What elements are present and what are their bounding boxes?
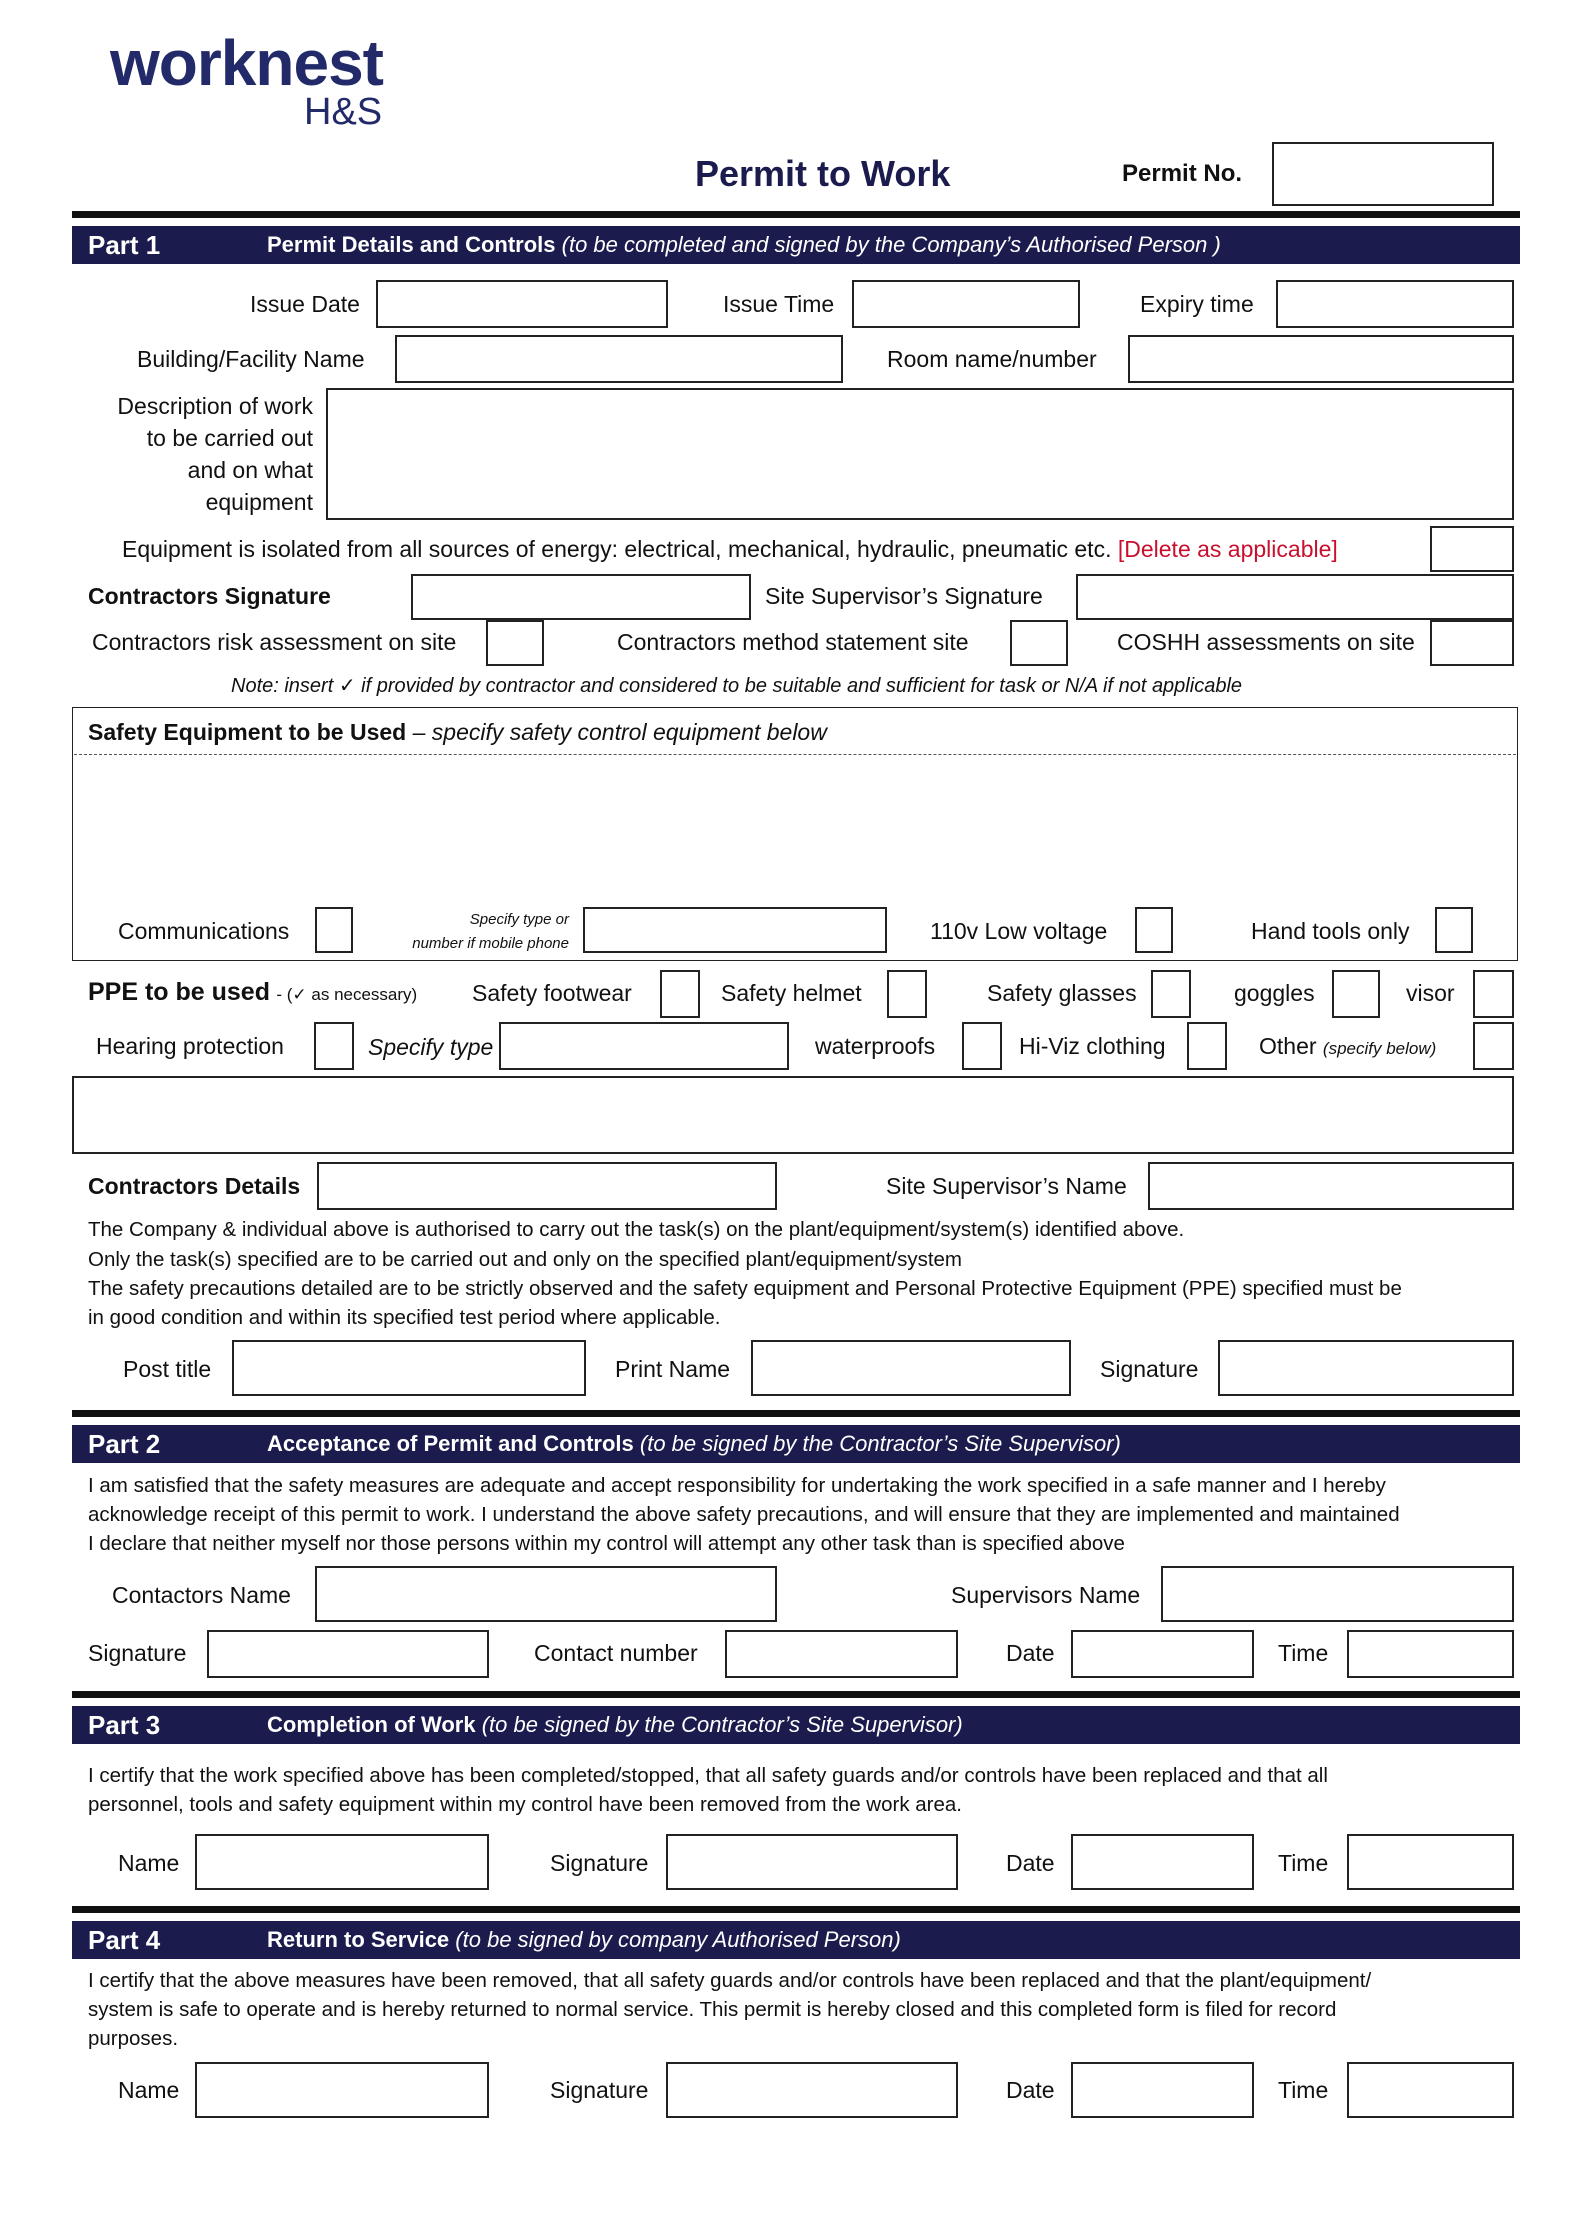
part3-time-label: Time: [1278, 1850, 1329, 1876]
part3-header: [72, 1706, 1520, 1744]
safety-glasses-checkbox[interactable]: [1151, 970, 1191, 1018]
delete-note: [Delete as applicable]: [1117, 536, 1338, 562]
part3-subtitle: (to be signed by the Contractor’s Site Supervisor): [481, 1712, 963, 1737]
part3-line2: personnel, tools and safety equipment within my control have been removed from the work area.: [88, 1793, 962, 1816]
method-statement-label: Contractors method statement site: [617, 629, 969, 655]
other-note: (specify below): [1322, 1039, 1437, 1058]
building-label: Building/Facility Name: [137, 346, 365, 372]
part3-signature-label: Signature: [550, 1850, 649, 1876]
part2-title: Acceptance of Permit and Controls: [267, 1431, 634, 1456]
part2-date-field[interactable]: [1071, 1630, 1254, 1678]
contactors-name-field[interactable]: [315, 1566, 777, 1622]
contractors-details-label: Contractors Details: [88, 1173, 301, 1199]
other-checkbox[interactable]: [1473, 1022, 1514, 1070]
part2-time-label: Time: [1278, 1640, 1329, 1666]
permit-no-label: Permit No.: [1122, 160, 1243, 187]
visor-label: visor: [1406, 980, 1455, 1006]
risk-assessment-checkbox[interactable]: [486, 620, 544, 666]
part1-title: Permit Details and Controls: [267, 232, 556, 257]
hand-tools-checkbox[interactable]: [1435, 907, 1473, 953]
safety-equipment-subtitle: – specify safety control equipment below: [412, 719, 827, 745]
part1-number: Part 1: [88, 230, 161, 260]
coshh-checkbox[interactable]: [1430, 620, 1514, 666]
part4-signature-label: Signature: [550, 2077, 649, 2103]
specify-type-note-line2: number if mobile phone: [412, 935, 569, 952]
part3-signature-field[interactable]: [666, 1834, 958, 1890]
expiry-time-field[interactable]: [1276, 280, 1514, 328]
part1-divider: [72, 211, 1520, 218]
site-supervisor-name-field[interactable]: [1148, 1162, 1514, 1210]
description-label-line1: Description of work: [117, 393, 313, 419]
part2-date-label: Date: [1006, 1640, 1055, 1666]
part1-signature-label: Signature: [1100, 1356, 1199, 1382]
part3-date-field[interactable]: [1071, 1834, 1254, 1890]
part4-number: Part 4: [88, 1925, 161, 1955]
part3-name-field[interactable]: [195, 1834, 489, 1890]
low-voltage-label: 110v Low voltage: [930, 918, 1108, 944]
low-voltage-checkbox[interactable]: [1135, 907, 1173, 953]
issue-date-label: Issue Date: [250, 291, 360, 317]
safety-equipment-heading: [88, 718, 827, 746]
part3-name-label: Name: [118, 1850, 180, 1876]
specify-type-note-line1: Specify type or: [469, 911, 569, 928]
safety-helmet-label: Safety helmet: [721, 980, 862, 1006]
part3-title: Completion of Work: [267, 1712, 476, 1737]
part4-subtitle: (to be signed by company Authorised Person): [455, 1927, 901, 1952]
part4-time-label: Time: [1278, 2077, 1329, 2103]
authorisation-line4: in good condition and within its specified test period where applicable.: [88, 1306, 721, 1329]
part4-date-field[interactable]: [1071, 2062, 1254, 2118]
coshh-label: COSHH assessments on site: [1117, 629, 1415, 655]
part4-name-field[interactable]: [195, 2062, 489, 2118]
part4-divider: [72, 1906, 1520, 1913]
ppe-heading: [88, 978, 417, 1009]
other-ppe-label: [1259, 1032, 1436, 1063]
ppe-title: PPE to be used: [88, 978, 270, 1006]
part2-line2: acknowledge receipt of this permit to work. I understand the above safety precautions, and will ensure that they are implemented and maintained: [88, 1503, 1400, 1526]
part4-signature-field[interactable]: [666, 2062, 958, 2118]
tick-note: Note: insert ✓ if provided by contractor and considered to be suitable and sufficient for task or N/A if not applicable: [231, 675, 1243, 697]
part4-line3: purposes.: [88, 2027, 179, 2050]
other-label: Other: [1259, 1033, 1317, 1059]
hand-tools-label: Hand tools only: [1251, 918, 1410, 944]
description-label-line4: equipment: [205, 489, 313, 515]
room-label: Room name/number: [887, 346, 1097, 372]
permit-no-field[interactable]: [1272, 142, 1494, 206]
part2-divider: [72, 1410, 1520, 1417]
contractors-details-field[interactable]: [317, 1162, 777, 1210]
waterproofs-checkbox[interactable]: [962, 1022, 1002, 1070]
print-name-label: Print Name: [615, 1356, 731, 1382]
contact-number-label: Contact number: [534, 1640, 698, 1666]
communications-checkbox[interactable]: [315, 907, 353, 953]
part3-line1: I certify that the work specified above has been completed/stopped, that all safety guards and/or controls have been replaced and that all: [88, 1764, 1328, 1787]
issue-time-field[interactable]: [852, 280, 1080, 328]
contractor-signature-label: Contractors Signature: [88, 583, 331, 609]
risk-assessment-label: Contractors risk assessment on site: [92, 629, 457, 655]
authorisation-line2: Only the task(s) specified are to be carried out and only on the specified plant/equipment/system: [88, 1248, 963, 1271]
authorisation-line1: The Company & individual above is authorised to carry out the task(s) on the plant/equipment/system(s) identified above.: [88, 1218, 1185, 1241]
goggles-checkbox[interactable]: [1332, 970, 1380, 1018]
room-field[interactable]: [1128, 335, 1514, 383]
part1-subtitle: (to be completed and signed by the Company’s Authorised Person ): [561, 232, 1221, 257]
page-title: Permit to Work: [695, 153, 951, 194]
expiry-time-label: Expiry time: [1140, 291, 1254, 317]
isolated-text: Equipment is isolated from all sources of energy: electrical, mechanical, hydraulic, pneumatic etc.: [122, 536, 1112, 562]
post-title-field[interactable]: [232, 1340, 586, 1396]
part2-number: Part 2: [88, 1429, 161, 1459]
issue-date-field[interactable]: [376, 280, 668, 328]
part2-header: [72, 1425, 1520, 1463]
communications-label: Communications: [118, 918, 290, 944]
part4-time-field[interactable]: [1347, 2062, 1514, 2118]
part3-number: Part 3: [88, 1710, 161, 1740]
visor-checkbox[interactable]: [1473, 970, 1514, 1018]
part4-date-label: Date: [1006, 2077, 1055, 2103]
safety-equipment-title: Safety Equipment to be Used: [88, 719, 407, 745]
site-supervisor-name-label: Site Supervisor’s Name: [886, 1173, 1127, 1199]
hiviz-label: Hi-Viz clothing: [1019, 1033, 1166, 1059]
authorisation-line3: The safety precautions detailed are to be strictly observed and the safety equipment and Personal Protective Equipment (PPE) specified must be: [88, 1277, 1402, 1300]
part2-subtitle: (to be signed by the Contractor’s Site Supervisor): [639, 1431, 1121, 1456]
method-statement-checkbox[interactable]: [1010, 620, 1068, 666]
waterproofs-label: waterproofs: [815, 1033, 936, 1059]
post-title-label: Post title: [123, 1356, 212, 1382]
safety-helmet-checkbox[interactable]: [887, 970, 927, 1018]
part4-line1: I certify that the above measures have been removed, that all safety guards and/or controls have been replaced and that the plant/equipment/: [88, 1969, 1372, 1992]
safety-equipment-field[interactable]: [80, 760, 1510, 900]
part3-time-field[interactable]: [1347, 1834, 1514, 1890]
part3-divider: [72, 1691, 1520, 1698]
part3-date-label: Date: [1006, 1850, 1055, 1876]
supervisors-name-field[interactable]: [1161, 1566, 1514, 1622]
safety-footwear-checkbox[interactable]: [660, 970, 700, 1018]
description-label-line3: and on what: [187, 457, 313, 483]
supervisor-signature-label: Site Supervisor’s Signature: [765, 583, 1043, 609]
safety-equipment-dashed-divider: [74, 754, 1516, 755]
part2-signature-field[interactable]: [207, 1630, 489, 1678]
communications-type-field[interactable]: [583, 907, 887, 953]
goggles-label: goggles: [1234, 980, 1315, 1006]
part4-header: [72, 1921, 1520, 1959]
description-field[interactable]: [326, 388, 1514, 520]
hearing-type-field[interactable]: [499, 1022, 789, 1070]
part2-line1: I am satisfied that the safety measures are adequate and accept responsibility for undertaking the work specified in a safe manner and I hereby: [88, 1474, 1386, 1497]
safety-footwear-label: Safety footwear: [472, 980, 632, 1006]
building-field[interactable]: [395, 335, 843, 383]
logo-subtitle: H&S: [304, 91, 383, 133]
hearing-specify-label: Specify type: [368, 1034, 494, 1060]
part4-line2: system is safe to operate and is hereby returned to normal service. This permit is hereby closed and this completed form is filed for record: [88, 1998, 1337, 2021]
part2-signature-label: Signature: [88, 1640, 187, 1666]
ppe-note: - (✓ as necessary): [276, 985, 418, 1004]
part1-signature-field[interactable]: [1218, 1340, 1514, 1396]
part4-title: Return to Service: [267, 1927, 450, 1952]
part1-header: [72, 226, 1520, 264]
part2-time-field[interactable]: [1347, 1630, 1514, 1678]
part2-line3: I declare that neither myself nor those persons within my control will attempt any other task than is specified above: [88, 1532, 1125, 1555]
isolated-checkbox[interactable]: [1430, 526, 1514, 572]
safety-glasses-label: Safety glasses: [987, 980, 1137, 1006]
part4-name-label: Name: [118, 2077, 180, 2103]
logo-wordmark: worknest: [110, 27, 383, 99]
issue-time-label: Issue Time: [723, 291, 835, 317]
contactors-name-label: Contactors Name: [112, 1582, 291, 1608]
hearing-protection-checkbox[interactable]: [314, 1022, 354, 1070]
description-label-line2: to be carried out: [146, 425, 313, 451]
hiviz-checkbox[interactable]: [1187, 1022, 1227, 1070]
hearing-protection-label: Hearing protection: [96, 1033, 284, 1059]
isolated-statement: [122, 535, 1338, 563]
other-ppe-field[interactable]: [72, 1076, 1514, 1154]
contact-number-field[interactable]: [725, 1630, 958, 1678]
contractor-signature-field[interactable]: [411, 574, 751, 620]
supervisor-signature-field[interactable]: [1076, 574, 1514, 620]
supervisors-name-label: Supervisors Name: [951, 1582, 1141, 1608]
print-name-field[interactable]: [751, 1340, 1071, 1396]
